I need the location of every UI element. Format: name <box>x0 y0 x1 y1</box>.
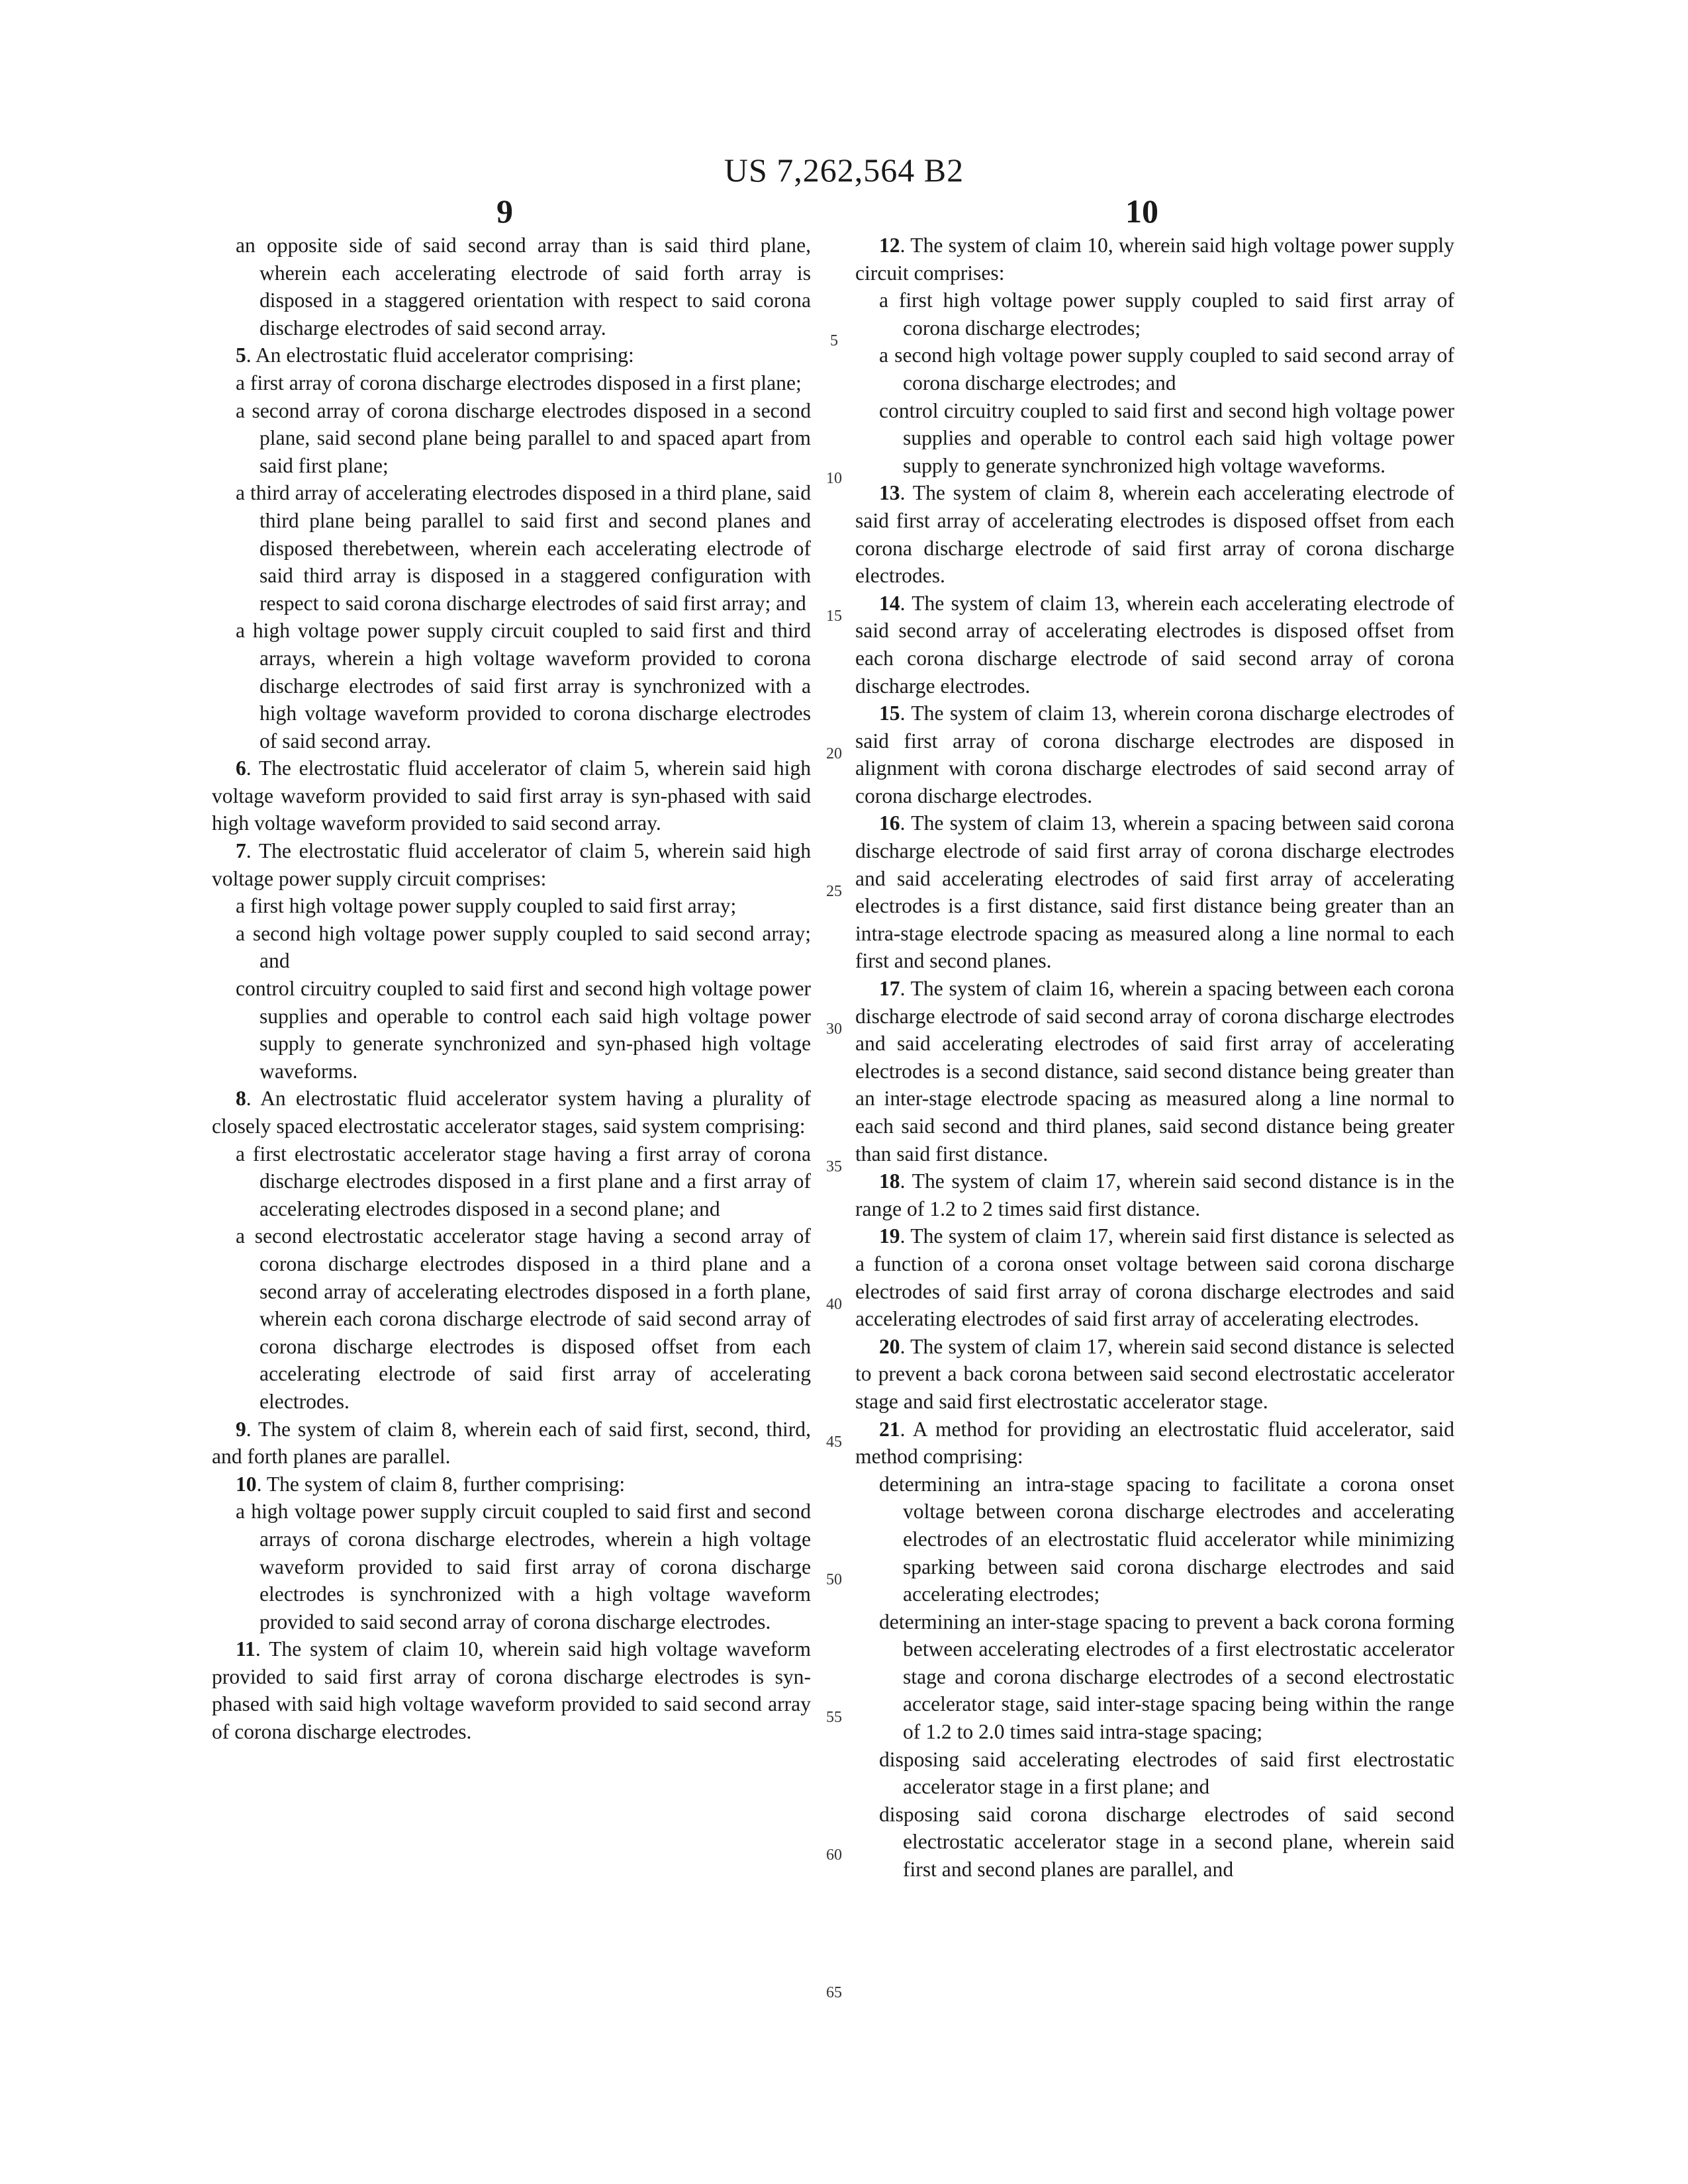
claim-number: 15 <box>879 702 900 725</box>
claim-number: 21 <box>879 1417 900 1441</box>
claim-element <box>855 1746 1454 1801</box>
line-number: 30 <box>826 1021 842 1038</box>
line-number: 50 <box>826 1571 842 1588</box>
line-number: 10 <box>826 470 842 487</box>
line-number: 55 <box>826 1709 842 1726</box>
claim-paragraph <box>855 1416 1454 1471</box>
claim-number: 16 <box>879 811 900 835</box>
line-number: 65 <box>826 1984 842 2001</box>
line-number: 35 <box>826 1158 842 1175</box>
claim-text: determining an intra-stage spacing to facilitate a corona onset voltage between corona discharge electrodes and accelerating electrodes of an electrostatic fluid accelerator while minimizing sparking between said corona discharge electrodes and said accelerating electrodes; <box>879 1472 1454 1606</box>
patent-number: US 7,262,564 B2 <box>724 152 964 189</box>
claim-number: 12 <box>879 234 900 257</box>
line-number: 25 <box>826 883 842 900</box>
claim-text: . An electrostatic fluid accelerator system having a plurality of closely spaced electrostatic accelerator stages, said system comprising: <box>212 1087 811 1138</box>
page-number-right: 10 <box>1125 193 1158 230</box>
claim-number: 19 <box>879 1224 900 1248</box>
claim-element <box>212 1498 811 1635</box>
line-number: 15 <box>826 608 842 625</box>
claim-paragraph <box>855 975 1454 1167</box>
claim-element <box>855 1801 1454 1884</box>
claim-paragraph <box>212 837 811 892</box>
claim-paragraph <box>212 1635 811 1745</box>
claim-text: determining an inter-stage spacing to prevent a back corona forming between accelerating electrodes of a first electrostatic accelerator stage and corona discharge electrodes of a second electrostatic accelerator stage, said inter-stage spacing being within the range of 1.2 to 2.0 times said intra-stage spacing; <box>879 1610 1454 1744</box>
claim-text: a second high voltage power supply coupled to said second array; and <box>236 921 811 973</box>
claim-text: a high voltage power supply circuit coupled to said first and second arrays of corona discharge electrodes, wherein a high voltage waveform provided to said first array of corona discharge electrodes is synchronized with a high voltage waveform provided to said second array of corona discharge electrodes. <box>236 1500 811 1633</box>
claim-paragraph <box>855 1333 1454 1416</box>
claim-element <box>212 1222 811 1415</box>
claim-text: . The system of claim 17, wherein said second distance is in the range of 1.2 to 2 times said first distance. <box>855 1169 1454 1220</box>
claim-number: 17 <box>879 977 900 1001</box>
claim-element <box>855 287 1454 341</box>
claim-text: disposing said accelerating electrodes of said first electrostatic accelerator stage in a first plane; and <box>879 1747 1454 1799</box>
claim-text: . The system of claim 13, wherein corona discharge electrodes of said first array of corona discharge electrodes are disposed in alignment with corona discharge electrodes of said second array of corona discharge electrodes. <box>855 702 1454 807</box>
claim-element <box>855 341 1454 396</box>
claim-text: . The system of claim 10, wherein said high voltage power supply circuit comprises: <box>855 234 1454 285</box>
left-column <box>212 232 811 1746</box>
claim-text: a first electrostatic accelerator stage having a first array of corona discharge electrodes disposed in a first plane and a first array of accelerating electrodes disposed in a second plane; and <box>236 1142 811 1220</box>
claim-paragraph <box>855 809 1454 975</box>
claim-text: a first high voltage power supply coupled to said first array of corona discharge electrodes; <box>879 289 1454 340</box>
claim-element <box>212 397 811 480</box>
claim-paragraph <box>855 1222 1454 1332</box>
claim-element <box>212 892 811 920</box>
claim-number: 10 <box>236 1472 257 1496</box>
claim-paragraph <box>212 1085 811 1140</box>
claim-paragraph <box>212 1416 811 1471</box>
claim-element <box>212 975 811 1085</box>
claim-text: a second electrostatic accelerator stage having a second array of corona discharge electrodes disposed in a third plane and a second array of accelerating electrodes disposed in a forth plane, wherein each corona discharge electrode of said second array of corona discharge electrodes is disposed offset from each accelerating electrode of said first array of accelerating electrodes. <box>236 1224 811 1413</box>
claim-element <box>212 479 811 617</box>
claim-number: 13 <box>879 481 900 505</box>
claim-text: . The system of claim 10, wherein said high voltage waveform provided to said first array of corona discharge electrodes is syn-phased with said high voltage waveform provided to said second array of corona discharge electrodes. <box>212 1637 811 1744</box>
claim-number: 5 <box>236 343 246 367</box>
claim-element <box>855 397 1454 480</box>
claim-number: 14 <box>879 591 900 615</box>
line-number: 40 <box>826 1296 842 1313</box>
claim-paragraph <box>855 232 1454 287</box>
claim-text: a high voltage power supply circuit coupled to said first and third arrays, wherein a high voltage waveform provided to corona discharge electrodes of said first array is synchronized with a high voltage waveform provided to corona discharge electrodes of said second array. <box>236 619 811 752</box>
claim-paragraph <box>212 341 811 369</box>
claim-element <box>212 1140 811 1223</box>
claim-text: disposing said corona discharge electrodes of said second electrostatic accelerator stage in a second plane, wherein said first and second planes are parallel, and <box>879 1802 1454 1882</box>
claim-text: control circuitry coupled to said first and second high voltage power supplies and operable to control each said high voltage power supply to generate synchronized high voltage waveforms. <box>879 398 1454 477</box>
claim-paragraph <box>855 479 1454 589</box>
claim-text: . The electrostatic fluid accelerator of claim 5, wherein said high voltage waveform provided to said first array is syn-phased with said high voltage waveform provided to said second array. <box>212 756 811 835</box>
page-number-left: 9 <box>496 193 513 230</box>
claim-element <box>855 1471 1454 1608</box>
claim-text: a second array of corona discharge electrodes disposed in a second plane, said second plane being parallel to and spaced apart from said first plane; <box>236 398 811 477</box>
line-number: 60 <box>826 1846 842 1864</box>
claim-text: . An electrostatic fluid accelerator comprising: <box>246 343 634 367</box>
claim-number: 20 <box>879 1334 900 1358</box>
claim-text: a first high voltage power supply coupled to said first array; <box>236 894 737 918</box>
line-number: 20 <box>826 745 842 762</box>
claim-number: 7 <box>236 839 246 863</box>
claim-number: 8 <box>236 1087 246 1111</box>
line-number: 45 <box>826 1433 842 1451</box>
claim-text: . The system of claim 13, wherein a spacing between said corona discharge electrode of said first array of corona discharge electrodes and said accelerating electrodes of said first array of accelerating electrodes is a first distance, said first distance being greater than an intra-stage electrode spacing as measured along a line normal to each first and second planes. <box>855 811 1454 973</box>
claim-element <box>212 920 811 975</box>
claim-number: 18 <box>879 1169 900 1193</box>
claim-paragraph <box>855 700 1454 809</box>
claim-text: . The system of claim 8, wherein each of said first, second, third, and forth planes are parallel. <box>212 1417 811 1469</box>
claim-paragraph <box>855 1167 1454 1222</box>
claim-number: 6 <box>236 756 246 780</box>
claim-text: . The system of claim 8, further comprising: <box>256 1472 626 1496</box>
claim-text: . The electrostatic fluid accelerator of claim 5, wherein said high voltage power supply circuit comprises: <box>212 839 811 890</box>
claim-paragraph <box>855 590 1454 700</box>
claim-text: a third array of accelerating electrodes disposed in a third plane, said third plane being parallel to said first and second planes and disposed therebetween, wherein each accelerating electrode of said third array is disposed in a staggered configuration with respect to said corona discharge electrodes of said first array; and <box>236 481 811 615</box>
claim-text: . The system of claim 16, wherein a spacing between each corona discharge electrode of said second array of corona discharge electrodes and said accelerating electrodes of said first array of accelerating electrodes is a second distance, said second distance being greater than an inter-stage electrode spacing as measured along a line normal to each said second and third planes, said second distance being greater than said first distance. <box>855 977 1454 1165</box>
claim-paragraph <box>212 754 811 837</box>
claim-text: . The system of claim 8, wherein each accelerating electrode of said first array of accelerating electrodes is disposed offset from each corona discharge electrode of said first array of corona discharge electrodes. <box>855 481 1454 588</box>
claim-text: . The system of claim 13, wherein each accelerating electrode of said second array of accelerating electrodes is disposed offset from each corona discharge electrode of said second array of corona discharge electrodes. <box>855 591 1454 698</box>
claim-element <box>855 1608 1454 1746</box>
claim-element <box>212 369 811 397</box>
claim-text: . A method for providing an electrostatic fluid accelerator, said method comprising: <box>855 1417 1454 1469</box>
claim-text: . The system of claim 17, wherein said second distance is selected to prevent a back corona between said second electrostatic accelerator stage and said first electrostatic accelerator stage. <box>855 1334 1454 1413</box>
claim-paragraph <box>212 1471 811 1498</box>
claim-text: a second high voltage power supply coupled to said second array of corona discharge electrodes; and <box>879 343 1454 394</box>
right-column <box>855 232 1454 1884</box>
claim-number: 11 <box>236 1637 256 1661</box>
claim-number: 9 <box>236 1417 246 1441</box>
claim-text: a first array of corona discharge electrodes disposed in a first plane; <box>236 371 802 394</box>
claim-text: an opposite side of said second array than is said third plane, wherein each accelerating electrode of said forth array is disposed in a staggered orientation with respect to said corona discharge electrodes of said second array. <box>236 234 811 340</box>
claim-text: control circuitry coupled to said first and second high voltage power supplies and operable to control each said high voltage power supply to generate synchronized and syn-phased high voltage waveforms. <box>236 977 811 1083</box>
claim-text: . The system of claim 17, wherein said first distance is selected as a function of a corona onset voltage between said corona discharge electrodes of said first array of corona discharge electrodes and said accelerating electrodes of said first array of accelerating electrodes. <box>855 1224 1454 1331</box>
line-number: 5 <box>830 332 838 349</box>
claim-element <box>212 617 811 754</box>
claim-element <box>212 232 811 341</box>
